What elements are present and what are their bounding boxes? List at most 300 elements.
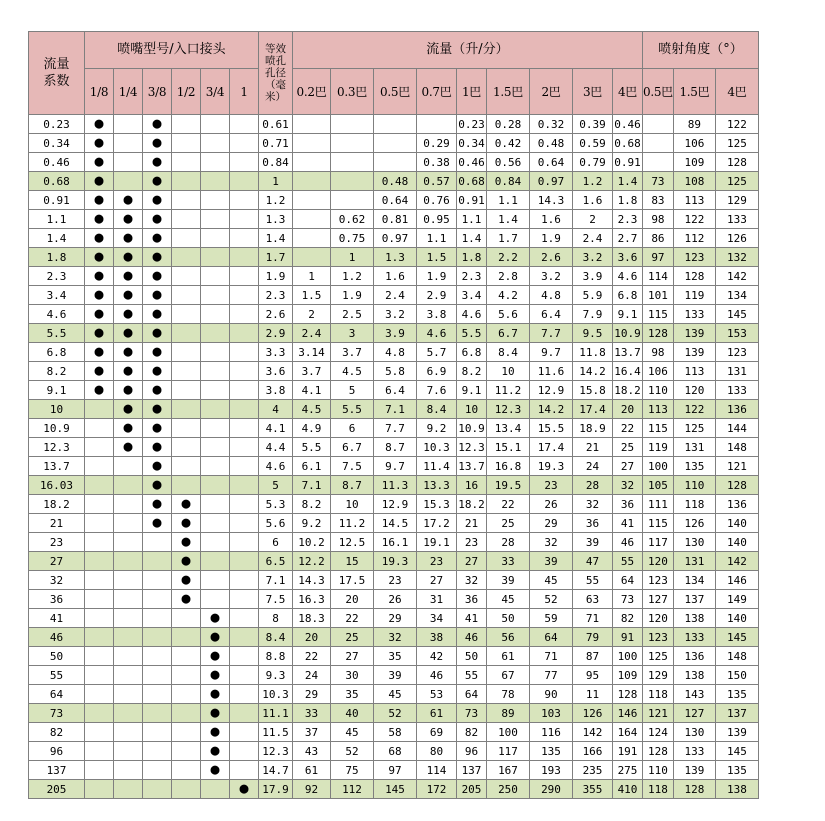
flow-rate-cell: 5.5 — [457, 324, 487, 343]
size-availability-cell — [85, 552, 114, 571]
header-nozzle-type: 喷嘴型号/入口接头 — [85, 32, 259, 69]
flow-rate-cell: 64 — [613, 571, 643, 590]
flow-rate-cell: 79 — [573, 628, 613, 647]
flow-rate-cell: 11.6 — [530, 362, 573, 381]
flow-rate-cell: 23 — [457, 533, 487, 552]
spray-angle-cell: 135 — [715, 761, 758, 780]
size-availability-cell — [114, 609, 143, 628]
flow-rate-cell: 167 — [487, 761, 530, 780]
size-availability-cell — [85, 666, 114, 685]
spray-angle-cell: 105 — [643, 476, 674, 495]
size-availability-cell — [143, 324, 172, 343]
flow-rate-cell: 59 — [530, 609, 573, 628]
flow-rate-cell: 8.2 — [293, 495, 331, 514]
table-row — [29, 134, 759, 153]
flow-rate-cell: 128 — [613, 685, 643, 704]
spray-angle-cell: 134 — [715, 286, 758, 305]
orifice-diameter-cell: 2.3 — [259, 286, 293, 305]
flow-rate-cell: 45 — [530, 571, 573, 590]
flow-rate-cell: 2.3 — [613, 210, 643, 229]
flow-coefficient-cell: 0.46 — [29, 153, 85, 172]
flow-rate-cell: 4.9 — [293, 419, 331, 438]
size-availability-cell — [230, 153, 259, 172]
flow-rate-cell: 4.2 — [487, 286, 530, 305]
spray-angle-cell: 129 — [643, 666, 674, 685]
spray-angle-cell: 128 — [715, 476, 758, 495]
availability-dot-icon: ● — [152, 399, 162, 417]
flow-rate-cell — [331, 115, 374, 134]
flow-coefficient-cell: 0.23 — [29, 115, 85, 134]
flow-rate-cell — [293, 248, 331, 267]
orifice-diameter-cell: 0.84 — [259, 153, 293, 172]
flow-rate-cell: 1.9 — [331, 286, 374, 305]
flow-rate-cell: 30 — [331, 666, 374, 685]
availability-dot-icon: ● — [152, 342, 162, 360]
flow-rate-cell: 6.4 — [374, 381, 417, 400]
table-row — [29, 666, 759, 685]
size-availability-cell — [114, 685, 143, 704]
size-availability-cell — [230, 761, 259, 780]
table-row — [29, 115, 759, 134]
spray-angle-cell: 123 — [643, 571, 674, 590]
flow-rate-cell: 27 — [613, 457, 643, 476]
flow-rate-cell: 15.5 — [530, 419, 573, 438]
header-orifice-diameter: 等效 喷孔 孔径 （毫 米） — [259, 32, 293, 115]
size-availability-cell — [143, 628, 172, 647]
spray-angle-cell: 140 — [715, 609, 758, 628]
size-availability-cell — [85, 723, 114, 742]
orifice-diameter-cell: 4 — [259, 400, 293, 419]
orifice-diameter-cell: 9.3 — [259, 666, 293, 685]
availability-dot-icon: ● — [123, 266, 133, 284]
size-availability-cell — [201, 419, 230, 438]
flow-rate-cell: 36 — [613, 495, 643, 514]
flow-rate-cell: 2.4 — [573, 229, 613, 248]
size-availability-cell — [114, 210, 143, 229]
size-availability-cell — [230, 134, 259, 153]
flow-rate-cell: 16.8 — [487, 457, 530, 476]
size-availability-cell — [201, 305, 230, 324]
spray-angle-cell: 118 — [643, 685, 674, 704]
size-availability-cell — [85, 381, 114, 400]
flow-rate-cell: 64 — [530, 628, 573, 647]
size-availability-cell — [172, 343, 201, 362]
flow-coefficient-cell: 0.34 — [29, 134, 85, 153]
flow-coefficient-cell: 46 — [29, 628, 85, 647]
flow-rate-cell: 1.9 — [530, 229, 573, 248]
flow-rate-cell: 91 — [613, 628, 643, 647]
table-row — [29, 267, 759, 286]
flow-rate-cell: 7.7 — [530, 324, 573, 343]
availability-dot-icon: ● — [94, 114, 104, 132]
flow-rate-cell: 109 — [613, 666, 643, 685]
size-availability-cell — [85, 704, 114, 723]
size-availability-cell — [114, 514, 143, 533]
size-availability-cell — [85, 647, 114, 666]
size-availability-cell — [201, 115, 230, 134]
flow-rate-cell: 32 — [573, 495, 613, 514]
flow-rate-cell: 3.9 — [374, 324, 417, 343]
flow-rate-cell: 68 — [374, 742, 417, 761]
availability-dot-icon: ● — [94, 285, 104, 303]
header-size-5: 3/4 — [201, 69, 230, 115]
flow-rate-cell: 20 — [613, 400, 643, 419]
size-availability-cell — [143, 267, 172, 286]
size-availability-cell — [143, 286, 172, 305]
flow-rate-cell: 112 — [331, 780, 374, 799]
spray-angle-cell: 145 — [715, 305, 758, 324]
spray-angle-cell: 127 — [643, 590, 674, 609]
flow-rate-cell: 142 — [573, 723, 613, 742]
flow-coefficient-cell: 137 — [29, 761, 85, 780]
availability-dot-icon: ● — [123, 380, 133, 398]
spray-angle-cell: 144 — [715, 419, 758, 438]
size-availability-cell — [114, 476, 143, 495]
flow-rate-cell: 14.3 — [293, 571, 331, 590]
flow-rate-cell: 11.2 — [487, 381, 530, 400]
spray-angle-cell: 120 — [673, 381, 715, 400]
flow-rate-cell: 11.2 — [331, 514, 374, 533]
flow-rate-cell: 9.2 — [417, 419, 457, 438]
availability-dot-icon: ● — [210, 665, 220, 683]
flow-rate-cell: 0.64 — [530, 153, 573, 172]
header-spray-angle: 喷射角度（°） — [643, 32, 759, 69]
size-availability-cell — [172, 647, 201, 666]
flow-rate-cell: 32 — [613, 476, 643, 495]
spray-angle-cell: 133 — [673, 628, 715, 647]
flow-rate-cell: 89 — [487, 704, 530, 723]
size-availability-cell — [201, 362, 230, 381]
size-availability-cell — [143, 343, 172, 362]
flow-rate-cell: 0.81 — [374, 210, 417, 229]
availability-dot-icon: ● — [181, 494, 191, 512]
size-availability-cell — [201, 666, 230, 685]
size-availability-cell — [143, 495, 172, 514]
size-availability-cell — [114, 742, 143, 761]
spray-angle-cell: 135 — [715, 685, 758, 704]
spray-angle-cell: 136 — [673, 647, 715, 666]
size-availability-cell — [230, 533, 259, 552]
table-row — [29, 495, 759, 514]
flow-rate-cell: 4.1 — [293, 381, 331, 400]
size-availability-cell — [230, 286, 259, 305]
orifice-diameter-cell: 7.5 — [259, 590, 293, 609]
flow-rate-cell: 7.9 — [573, 305, 613, 324]
orifice-diameter-cell: 1.2 — [259, 191, 293, 210]
spray-angle-cell: 106 — [673, 134, 715, 153]
table-row — [29, 248, 759, 267]
availability-dot-icon: ● — [181, 532, 191, 550]
size-availability-cell — [85, 761, 114, 780]
flow-coefficient-cell: 32 — [29, 571, 85, 590]
flow-rate-cell: 14.3 — [530, 191, 573, 210]
flow-rate-cell: 9.1 — [613, 305, 643, 324]
size-availability-cell — [85, 742, 114, 761]
flow-coefficient-cell: 1.1 — [29, 210, 85, 229]
table-row — [29, 438, 759, 457]
flow-rate-cell: 6 — [331, 419, 374, 438]
flow-coefficient-cell: 0.91 — [29, 191, 85, 210]
spray-angle-cell: 138 — [673, 609, 715, 628]
spray-angle-cell: 100 — [643, 457, 674, 476]
flow-rate-cell: 250 — [487, 780, 530, 799]
size-availability-cell — [201, 514, 230, 533]
flow-rate-cell: 1.1 — [417, 229, 457, 248]
flow-rate-cell: 39 — [530, 552, 573, 571]
spray-angle-cell: 136 — [715, 495, 758, 514]
flow-rate-cell: 1.4 — [613, 172, 643, 191]
size-availability-cell — [114, 723, 143, 742]
availability-dot-icon: ● — [123, 437, 133, 455]
size-availability-cell — [201, 134, 230, 153]
size-availability-cell — [201, 723, 230, 742]
size-availability-cell — [143, 761, 172, 780]
size-availability-cell — [85, 571, 114, 590]
flow-rate-cell: 3.2 — [573, 248, 613, 267]
flow-rate-cell: 13.4 — [487, 419, 530, 438]
flow-rate-cell: 33 — [293, 704, 331, 723]
table-row — [29, 704, 759, 723]
spray-angle-cell: 117 — [643, 533, 674, 552]
orifice-diameter-cell: 14.7 — [259, 761, 293, 780]
availability-dot-icon: ● — [152, 114, 162, 132]
size-availability-cell — [114, 381, 143, 400]
flow-rate-cell: 0.57 — [417, 172, 457, 191]
spray-angle-cell: 118 — [673, 495, 715, 514]
availability-dot-icon: ● — [94, 323, 104, 341]
flow-rate-cell: 10.9 — [613, 324, 643, 343]
size-availability-cell — [230, 571, 259, 590]
size-availability-cell — [114, 761, 143, 780]
size-availability-cell — [172, 704, 201, 723]
flow-rate-cell: 10 — [331, 495, 374, 514]
flow-rate-cell: 23 — [530, 476, 573, 495]
size-availability-cell — [201, 229, 230, 248]
flow-rate-cell: 0.97 — [530, 172, 573, 191]
flow-rate-cell — [374, 153, 417, 172]
flow-rate-cell: 4.8 — [530, 286, 573, 305]
table-row — [29, 153, 759, 172]
header-pressure-7: 2巴 — [530, 69, 573, 115]
flow-rate-cell: 1.2 — [573, 172, 613, 191]
flow-rate-cell: 0.75 — [331, 229, 374, 248]
flow-rate-cell: 46 — [613, 533, 643, 552]
spray-angle-cell: 129 — [715, 191, 758, 210]
flow-rate-cell: 55 — [573, 571, 613, 590]
size-availability-cell — [201, 552, 230, 571]
flow-rate-cell: 22 — [331, 609, 374, 628]
size-availability-cell — [114, 628, 143, 647]
availability-dot-icon: ● — [210, 722, 220, 740]
table-row — [29, 324, 759, 343]
flow-rate-cell: 7.6 — [417, 381, 457, 400]
flow-rate-cell: 32 — [530, 533, 573, 552]
flow-coefficient-cell: 6.8 — [29, 343, 85, 362]
flow-coefficient-cell: 13.7 — [29, 457, 85, 476]
size-availability-cell — [230, 552, 259, 571]
flow-rate-cell: 193 — [530, 761, 573, 780]
flow-rate-cell: 3.7 — [293, 362, 331, 381]
table-row — [29, 761, 759, 780]
size-availability-cell — [114, 495, 143, 514]
flow-coefficient-cell: 1.8 — [29, 248, 85, 267]
spray-angle-cell: 115 — [643, 419, 674, 438]
availability-dot-icon: ● — [94, 342, 104, 360]
spray-angle-cell — [643, 115, 674, 134]
flow-rate-cell: 0.97 — [374, 229, 417, 248]
flow-rate-cell: 2.5 — [331, 305, 374, 324]
flow-rate-cell: 82 — [457, 723, 487, 742]
flow-rate-cell: 67 — [487, 666, 530, 685]
header-size-2: 1/4 — [114, 69, 143, 115]
spray-angle-cell: 124 — [643, 723, 674, 742]
header-angle-pressure-3: 4巴 — [715, 69, 758, 115]
flow-rate-cell: 4.8 — [374, 343, 417, 362]
orifice-diameter-cell: 1.7 — [259, 248, 293, 267]
spray-angle-cell: 128 — [715, 153, 758, 172]
size-availability-cell — [230, 419, 259, 438]
size-availability-cell — [143, 666, 172, 685]
flow-rate-cell: 82 — [613, 609, 643, 628]
flow-coefficient-cell: 8.2 — [29, 362, 85, 381]
flow-rate-cell: 14.2 — [530, 400, 573, 419]
size-availability-cell — [114, 704, 143, 723]
flow-rate-cell: 126 — [573, 704, 613, 723]
flow-rate-cell: 12.9 — [374, 495, 417, 514]
flow-rate-cell: 25 — [613, 438, 643, 457]
flow-rate-cell: 96 — [457, 742, 487, 761]
flow-rate-cell: 16.4 — [613, 362, 643, 381]
availability-dot-icon: ● — [94, 228, 104, 246]
flow-coefficient-cell: 9.1 — [29, 381, 85, 400]
size-availability-cell — [201, 590, 230, 609]
size-availability-cell — [201, 172, 230, 191]
flow-coefficient-cell: 18.2 — [29, 495, 85, 514]
flow-rate-cell: 164 — [613, 723, 643, 742]
spray-angle-cell: 146 — [715, 571, 758, 590]
flow-rate-cell: 24 — [293, 666, 331, 685]
flow-rate-cell: 0.39 — [573, 115, 613, 134]
flow-rate-cell: 0.48 — [374, 172, 417, 191]
spray-angle-cell: 142 — [715, 552, 758, 571]
size-availability-cell — [201, 153, 230, 172]
flow-rate-cell: 1.2 — [331, 267, 374, 286]
flow-coefficient-cell: 10 — [29, 400, 85, 419]
flow-rate-cell: 13.3 — [417, 476, 457, 495]
flow-rate-cell: 31 — [417, 590, 457, 609]
flow-rate-cell: 15.1 — [487, 438, 530, 457]
table-row — [29, 609, 759, 628]
flow-rate-cell: 1.1 — [457, 210, 487, 229]
flow-rate-cell: 87 — [573, 647, 613, 666]
flow-rate-cell: 25 — [487, 514, 530, 533]
flow-rate-cell: 410 — [613, 780, 643, 799]
size-availability-cell — [85, 685, 114, 704]
availability-dot-icon: ● — [94, 171, 104, 189]
availability-dot-icon: ● — [123, 399, 133, 417]
availability-dot-icon: ● — [94, 380, 104, 398]
size-availability-cell — [201, 400, 230, 419]
spray-angle-cell: 125 — [673, 419, 715, 438]
flow-rate-cell: 117 — [487, 742, 530, 761]
size-availability-cell — [172, 438, 201, 457]
flow-rate-cell: 21 — [573, 438, 613, 457]
size-availability-cell — [143, 305, 172, 324]
size-availability-cell — [85, 343, 114, 362]
flow-rate-cell: 2.9 — [417, 286, 457, 305]
spray-angle-cell: 122 — [673, 400, 715, 419]
flow-rate-cell: 19.5 — [487, 476, 530, 495]
flow-rate-cell: 18.9 — [573, 419, 613, 438]
size-availability-cell — [172, 723, 201, 742]
flow-rate-cell: 12.3 — [457, 438, 487, 457]
table-row — [29, 742, 759, 761]
size-availability-cell — [201, 685, 230, 704]
table-row — [29, 571, 759, 590]
size-availability-cell — [114, 590, 143, 609]
availability-dot-icon: ● — [94, 304, 104, 322]
flow-rate-cell: 0.91 — [457, 191, 487, 210]
flow-rate-cell: 235 — [573, 761, 613, 780]
flow-rate-cell: 20 — [293, 628, 331, 647]
flow-rate-cell: 37 — [293, 723, 331, 742]
flow-rate-cell: 0.68 — [613, 134, 643, 153]
flow-rate-cell: 18.2 — [613, 381, 643, 400]
flow-rate-cell: 50 — [487, 609, 530, 628]
flow-rate-cell: 1.3 — [374, 248, 417, 267]
flow-rate-cell: 53 — [417, 685, 457, 704]
size-availability-cell — [85, 780, 114, 799]
size-availability-cell — [114, 324, 143, 343]
flow-rate-cell: 29 — [293, 685, 331, 704]
size-availability-cell — [143, 647, 172, 666]
spray-angle-cell: 122 — [673, 210, 715, 229]
availability-dot-icon: ● — [123, 228, 133, 246]
availability-dot-icon: ● — [152, 209, 162, 227]
size-availability-cell — [143, 115, 172, 134]
flow-rate-cell: 27 — [331, 647, 374, 666]
flow-coefficient-cell: 96 — [29, 742, 85, 761]
availability-dot-icon: ● — [94, 247, 104, 265]
spray-angle-cell: 123 — [643, 628, 674, 647]
flow-rate-cell: 29 — [530, 514, 573, 533]
flow-rate-cell: 1.4 — [457, 229, 487, 248]
size-availability-cell — [143, 704, 172, 723]
flow-rate-cell: 5.5 — [293, 438, 331, 457]
flow-rate-cell: 5.7 — [417, 343, 457, 362]
spray-angle-cell: 73 — [643, 172, 674, 191]
flow-rate-cell: 7.5 — [331, 457, 374, 476]
size-availability-cell — [114, 115, 143, 134]
size-availability-cell — [114, 134, 143, 153]
size-availability-cell — [172, 286, 201, 305]
flow-rate-cell: 95 — [573, 666, 613, 685]
flow-rate-cell: 0.34 — [457, 134, 487, 153]
size-availability-cell — [143, 419, 172, 438]
table-row — [29, 514, 759, 533]
spray-angle-cell: 123 — [715, 343, 758, 362]
availability-dot-icon: ● — [152, 266, 162, 284]
size-availability-cell — [230, 666, 259, 685]
flow-rate-cell: 2.6 — [530, 248, 573, 267]
flow-rate-cell: 6.8 — [457, 343, 487, 362]
size-availability-cell — [230, 495, 259, 514]
header-size-4: 1/2 — [172, 69, 201, 115]
size-availability-cell — [85, 438, 114, 457]
header-flow-rate: 流量（升/分） — [293, 32, 643, 69]
flow-rate-cell: 0.62 — [331, 210, 374, 229]
header-pressure-9: 4巴 — [613, 69, 643, 115]
